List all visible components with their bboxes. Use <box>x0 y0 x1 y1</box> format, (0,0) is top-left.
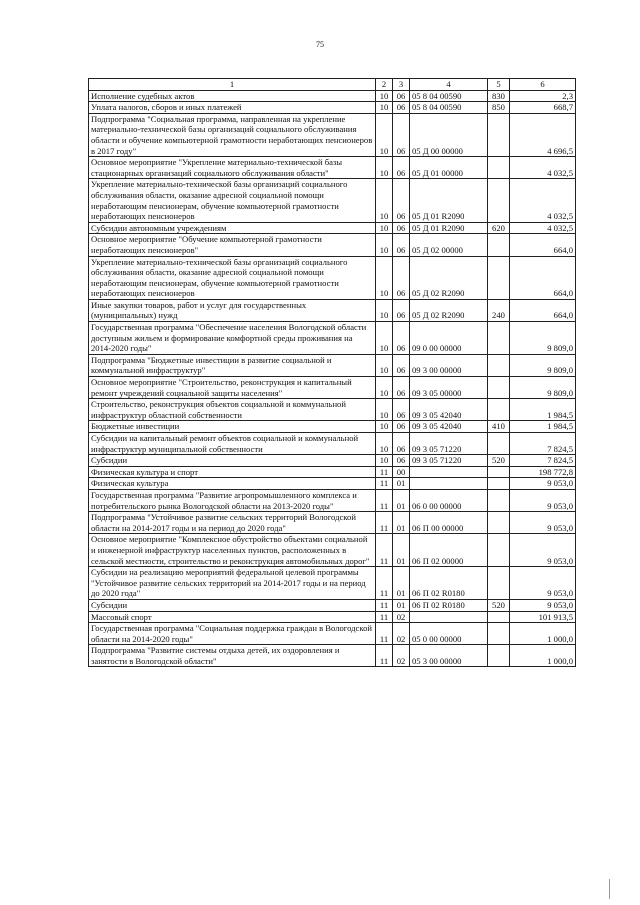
row-expense-type-cell <box>488 534 510 567</box>
row-expense-type-cell: 520 <box>488 455 510 467</box>
row-subsection-cell: 01 <box>393 567 410 600</box>
table-row <box>89 599 576 611</box>
row-section-cell: 10 <box>376 421 393 433</box>
row-target-code-cell: 05 Д 01 00000 <box>410 157 488 179</box>
row-amount-cell: 1 000,0 <box>510 623 576 645</box>
row-section-cell: 10 <box>376 157 393 179</box>
table-row <box>89 179 576 222</box>
row-target-code-cell: 09 3 05 42040 <box>410 421 488 433</box>
row-name-cell: Укрепление материально-технической базы организаций социального обслуживания области, оказание адресной социальной помощи неработающим пенсионерам, обучение компьютерной грамотности неработающих пенсионеров <box>89 256 376 299</box>
row-target-code-cell: 06 П 00 00000 <box>410 512 488 534</box>
row-target-code-cell: 09 3 05 71220 <box>410 455 488 467</box>
row-section-cell: 10 <box>376 322 393 355</box>
row-expense-type-cell <box>488 354 510 376</box>
row-subsection-cell: 06 <box>393 179 410 222</box>
row-name-cell: Субсидии <box>89 455 376 467</box>
table-row <box>89 377 576 399</box>
row-name-cell: Субсидии <box>89 599 376 611</box>
row-expense-type-cell: 240 <box>488 299 510 321</box>
row-name-cell: Подпрограмма "Устойчивое развитие сельских территорий Вологодской области на 2014-2017 годы и на период до 2020 года" <box>89 512 376 534</box>
row-name-cell: Бюджетные инвестиции <box>89 421 376 433</box>
row-subsection-cell: 01 <box>393 599 410 611</box>
row-subsection-cell: 06 <box>393 433 410 455</box>
page-number: 75 <box>316 40 324 49</box>
row-expense-type-cell: 830 <box>488 90 510 102</box>
table-row <box>89 299 576 321</box>
row-section-cell: 11 <box>376 645 393 667</box>
row-name-cell: Физическая культура и спорт <box>89 466 376 478</box>
row-name-cell: Исполнение судебных актов <box>89 90 376 102</box>
header-col-3: 3 <box>393 79 410 91</box>
header-col-2: 2 <box>376 79 393 91</box>
row-name-cell: Основное мероприятие "Укрепление материально-технической базы стационарных организаций социального обслуживания области" <box>89 157 376 179</box>
row-target-code-cell: 09 3 00 00000 <box>410 354 488 376</box>
header-col-5: 5 <box>488 79 510 91</box>
row-expense-type-cell <box>488 157 510 179</box>
row-name-cell: Массовый спорт <box>89 611 376 623</box>
row-amount-cell: 664,0 <box>510 299 576 321</box>
row-name-cell: Основное мероприятие "Комплексное обустройство объектами социальной и инженерной инфраструктур населенных пунктов, расположенных в сельской местности, строительство и реконструкция автомобильных дорог" <box>89 534 376 567</box>
row-name-cell: Подпрограмма "Развитие системы отдыха детей, их оздоровления и занятости в Вологодской области" <box>89 645 376 667</box>
row-section-cell: 11 <box>376 534 393 567</box>
row-section-cell: 11 <box>376 567 393 600</box>
row-subsection-cell: 06 <box>393 399 410 421</box>
row-expense-type-cell <box>488 645 510 667</box>
row-target-code-cell: 05 0 00 00000 <box>410 623 488 645</box>
row-expense-type-cell <box>488 234 510 256</box>
row-subsection-cell: 02 <box>393 645 410 667</box>
table-row <box>89 222 576 234</box>
row-subsection-cell: 06 <box>393 234 410 256</box>
table-row <box>89 512 576 534</box>
row-name-cell: Подпрограмма "Бюджетные инвестиции в развитие социальной и коммунальной инфраструктур" <box>89 354 376 376</box>
row-name-cell: Подпрограмма "Социальная программа, направленная на укрепление материально-технической базы организаций социального обслуживания области и обучение компьютерной грамотности неработающих пенсионеров в 2017 году" <box>89 113 376 156</box>
row-name-cell: Укрепление материально-технической базы организаций социального обслуживания области, оказание адресной социальной помощи неработающим пенсионерам, обучение компьютерной грамотности неработающих пенсионеров <box>89 179 376 222</box>
row-amount-cell: 9 053,0 <box>510 478 576 490</box>
row-subsection-cell: 06 <box>393 377 410 399</box>
row-name-cell: Уплата налогов, сборов и иных платежей <box>89 102 376 114</box>
row-amount-cell: 9 809,0 <box>510 322 576 355</box>
row-expense-type-cell <box>488 322 510 355</box>
row-amount-cell: 1 984,5 <box>510 421 576 433</box>
row-name-cell: Государственная программа "Обеспечение населения Вологодской области доступным жильем и формирование комфортной среды проживания на 2014-2020 годы" <box>89 322 376 355</box>
row-name-cell: Строительство, реконструкция объектов социальной и коммунальной инфраструктур областной собственности <box>89 399 376 421</box>
row-amount-cell: 9 053,0 <box>510 567 576 600</box>
row-amount-cell: 7 824,5 <box>510 455 576 467</box>
row-section-cell: 11 <box>376 623 393 645</box>
row-subsection-cell: 06 <box>393 102 410 114</box>
row-expense-type-cell: 620 <box>488 222 510 234</box>
table-row <box>89 90 576 102</box>
table-row <box>89 478 576 490</box>
row-subsection-cell: 06 <box>393 157 410 179</box>
row-target-code-cell: 05 Д 00 00000 <box>410 113 488 156</box>
row-section-cell: 10 <box>376 433 393 455</box>
row-section-cell: 10 <box>376 455 393 467</box>
table-row <box>89 623 576 645</box>
row-section-cell: 10 <box>376 399 393 421</box>
row-amount-cell: 101 913,5 <box>510 611 576 623</box>
row-subsection-cell: 02 <box>393 611 410 623</box>
row-expense-type-cell <box>488 567 510 600</box>
row-target-code-cell: 05 Д 02 R2090 <box>410 256 488 299</box>
budget-table <box>88 78 576 667</box>
row-section-cell: 10 <box>376 234 393 256</box>
row-subsection-cell: 06 <box>393 421 410 433</box>
row-section-cell: 11 <box>376 611 393 623</box>
header-col-1: 1 <box>89 79 376 91</box>
row-subsection-cell: 06 <box>393 299 410 321</box>
row-target-code-cell: 09 3 05 71220 <box>410 433 488 455</box>
row-amount-cell: 4 032,5 <box>510 222 576 234</box>
row-target-code-cell: 06 П 02 R0180 <box>410 599 488 611</box>
row-section-cell: 10 <box>376 256 393 299</box>
row-amount-cell: 664,0 <box>510 256 576 299</box>
row-amount-cell: 1 000,0 <box>510 645 576 667</box>
row-target-code-cell: 09 3 05 00000 <box>410 377 488 399</box>
row-expense-type-cell <box>488 466 510 478</box>
row-subsection-cell: 01 <box>393 478 410 490</box>
row-target-code-cell: 09 0 00 00000 <box>410 322 488 355</box>
row-target-code-cell: 05 Д 01 R2090 <box>410 222 488 234</box>
row-name-cell: Основное мероприятие "Обучение компьютерной грамотности неработающих пенсионеров" <box>89 234 376 256</box>
row-expense-type-cell: 850 <box>488 102 510 114</box>
row-name-cell: Субсидии на реализацию мероприятий федеральной целевой программы "Устойчивое развитие сельских территорий на 2014-2017 годы и на период до 2020 года" <box>89 567 376 600</box>
row-name-cell: Иные закупки товаров, работ и услуг для государственных (муниципальных) нужд <box>89 299 376 321</box>
row-expense-type-cell <box>488 512 510 534</box>
row-target-code-cell <box>410 478 488 490</box>
table-row <box>89 399 576 421</box>
row-name-cell: Основное мероприятие "Строительство, реконструкция и капитальный ремонт учреждений социальной защиты населения" <box>89 377 376 399</box>
row-subsection-cell: 01 <box>393 489 410 511</box>
row-target-code-cell <box>410 466 488 478</box>
row-target-code-cell <box>410 611 488 623</box>
row-section-cell: 10 <box>376 90 393 102</box>
row-subsection-cell: 06 <box>393 354 410 376</box>
table-row <box>89 645 576 667</box>
table-row <box>89 322 576 355</box>
row-section-cell: 10 <box>376 377 393 399</box>
row-target-code-cell: 05 Д 02 00000 <box>410 234 488 256</box>
row-target-code-cell: 06 0 00 00000 <box>410 489 488 511</box>
row-expense-type-cell: 410 <box>488 421 510 433</box>
row-expense-type-cell <box>488 179 510 222</box>
table-row <box>89 567 576 600</box>
table-header-row <box>89 79 576 91</box>
table-row <box>89 455 576 467</box>
row-name-cell: Субсидии на капитальный ремонт объектов социальной и коммунальной инфраструктур муниципальной собственности <box>89 433 376 455</box>
row-expense-type-cell <box>488 256 510 299</box>
table-row <box>89 234 576 256</box>
row-section-cell: 10 <box>376 222 393 234</box>
table-row <box>89 466 576 478</box>
table-row <box>89 256 576 299</box>
table-row <box>89 113 576 156</box>
row-target-code-cell: 05 3 00 00000 <box>410 645 488 667</box>
table-row <box>89 489 576 511</box>
row-section-cell: 11 <box>376 489 393 511</box>
row-section-cell: 11 <box>376 599 393 611</box>
row-amount-cell: 4 032,5 <box>510 157 576 179</box>
row-amount-cell: 9 809,0 <box>510 377 576 399</box>
row-subsection-cell: 06 <box>393 113 410 156</box>
header-col-6: 6 <box>510 79 576 91</box>
row-section-cell: 10 <box>376 113 393 156</box>
row-amount-cell: 9 809,0 <box>510 354 576 376</box>
row-target-code-cell: 06 П 02 R0180 <box>410 567 488 600</box>
row-name-cell: Государственная программа "Развитие агропромышленного комплекса и потребительского рынка Вологодской области на 2013-2020 годы" <box>89 489 376 511</box>
row-amount-cell: 664,0 <box>510 234 576 256</box>
row-subsection-cell: 01 <box>393 512 410 534</box>
row-expense-type-cell <box>488 377 510 399</box>
row-subsection-cell: 02 <box>393 623 410 645</box>
row-section-cell: 10 <box>376 179 393 222</box>
table-row <box>89 433 576 455</box>
row-name-cell: Физическая культура <box>89 478 376 490</box>
row-expense-type-cell <box>488 478 510 490</box>
row-expense-type-cell: 520 <box>488 599 510 611</box>
row-section-cell: 11 <box>376 512 393 534</box>
row-name-cell: Государственная программа "Социальная поддержка граждан в Вологодской области на 2014-2020 годы" <box>89 623 376 645</box>
row-expense-type-cell <box>488 611 510 623</box>
row-target-code-cell: 06 П 02 00000 <box>410 534 488 567</box>
row-subsection-cell: 06 <box>393 256 410 299</box>
row-target-code-cell: 05 8 04 00590 <box>410 90 488 102</box>
row-amount-cell: 9 053,0 <box>510 512 576 534</box>
row-target-code-cell: 05 Д 02 R2090 <box>410 299 488 321</box>
row-amount-cell: 9 053,0 <box>510 534 576 567</box>
table-row <box>89 421 576 433</box>
row-section-cell: 11 <box>376 478 393 490</box>
row-section-cell: 11 <box>376 466 393 478</box>
row-subsection-cell: 06 <box>393 90 410 102</box>
row-expense-type-cell <box>488 113 510 156</box>
table-row <box>89 534 576 567</box>
row-amount-cell: 9 053,0 <box>510 489 576 511</box>
table-row <box>89 354 576 376</box>
table-row <box>89 611 576 623</box>
row-amount-cell: 7 824,5 <box>510 433 576 455</box>
row-subsection-cell: 06 <box>393 222 410 234</box>
row-subsection-cell: 00 <box>393 466 410 478</box>
row-amount-cell: 668,7 <box>510 102 576 114</box>
row-expense-type-cell <box>488 399 510 421</box>
row-target-code-cell: 05 8 04 00590 <box>410 102 488 114</box>
row-target-code-cell: 05 Д 01 R2090 <box>410 179 488 222</box>
row-amount-cell: 1 984,5 <box>510 399 576 421</box>
row-subsection-cell: 06 <box>393 322 410 355</box>
table-row <box>89 102 576 114</box>
table-row <box>89 157 576 179</box>
scan-edge-mark <box>597 879 610 899</box>
row-amount-cell: 198 772,8 <box>510 466 576 478</box>
row-expense-type-cell <box>488 489 510 511</box>
row-section-cell: 10 <box>376 102 393 114</box>
row-amount-cell: 9 053,0 <box>510 599 576 611</box>
row-expense-type-cell <box>488 433 510 455</box>
row-amount-cell: 2,3 <box>510 90 576 102</box>
row-name-cell: Субсидии автономным учреждениям <box>89 222 376 234</box>
row-amount-cell: 4 696,5 <box>510 113 576 156</box>
row-subsection-cell: 06 <box>393 455 410 467</box>
header-col-4: 4 <box>410 79 488 91</box>
row-section-cell: 10 <box>376 299 393 321</box>
row-target-code-cell: 09 3 05 42040 <box>410 399 488 421</box>
row-subsection-cell: 01 <box>393 534 410 567</box>
row-section-cell: 10 <box>376 354 393 376</box>
row-amount-cell: 4 032,5 <box>510 179 576 222</box>
row-expense-type-cell <box>488 623 510 645</box>
